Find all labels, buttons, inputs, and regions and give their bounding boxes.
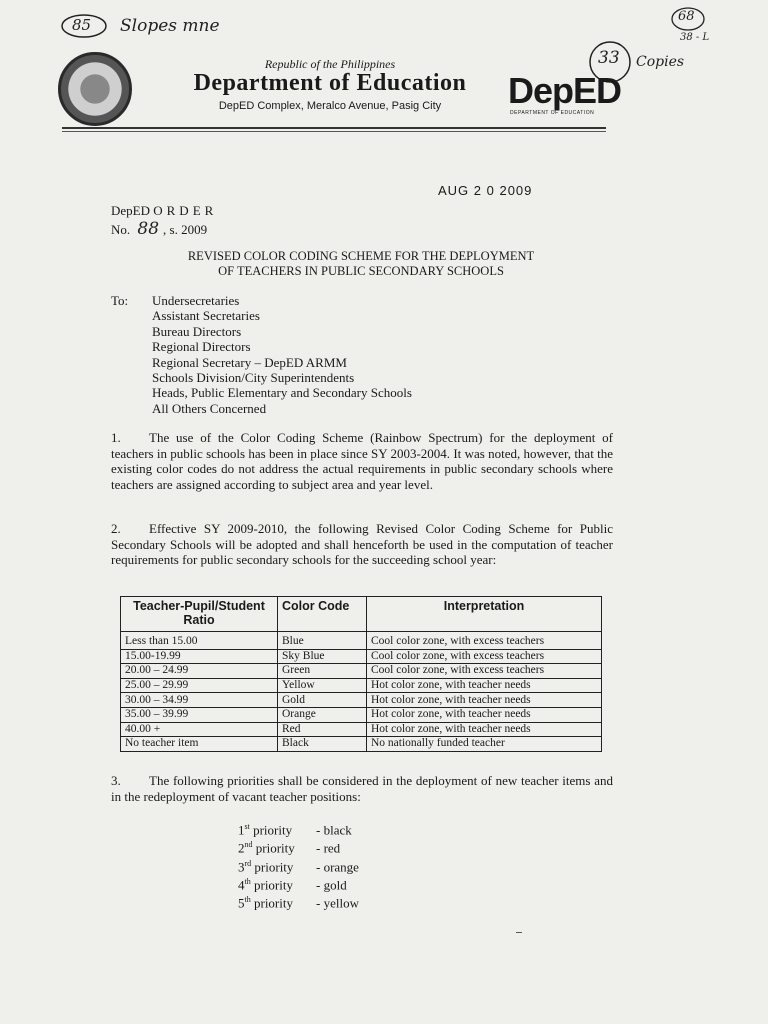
ratio-cell: 20.00 – 24.99 (121, 664, 278, 679)
priority-ordinal-suffix: th (244, 876, 251, 886)
priority-word: priority (255, 840, 295, 856)
interpretation-cell: Cool color zone, with excess teachers (367, 649, 602, 664)
interpretation-cell: Cool color zone, with excess teachers (367, 632, 602, 650)
recipient: Regional Secretary – DepED ARMM (152, 354, 347, 370)
ratio-cell: 25.00 – 29.99 (121, 678, 278, 693)
interpretation-cell: Hot color zone, with teacher needs (367, 722, 602, 737)
priority-ordinal-suffix: nd (244, 840, 253, 850)
color-coding-table (120, 596, 602, 752)
page-mark (516, 932, 522, 933)
paragraph-number: 1. (111, 430, 121, 445)
table-row (121, 632, 602, 650)
recipient: Regional Directors (152, 339, 251, 355)
table-row (121, 737, 602, 752)
order-number-line (111, 219, 207, 239)
ratio-cell: 15.00-19.99 (121, 649, 278, 664)
priority-label (238, 892, 316, 910)
table-row (121, 707, 602, 722)
handwritten-note: Slopes mne (120, 16, 220, 36)
priority-number: 4 (238, 877, 245, 893)
priority-number: 2 (238, 840, 245, 856)
order-word: ORDER (153, 203, 218, 218)
department-address: DepED Complex, Meralco Avenue, Pasig City (218, 100, 442, 112)
handwritten-number: 33 (598, 48, 620, 68)
order-series: , s. 2009 (163, 222, 208, 237)
priority-color: - gold (316, 877, 347, 893)
header-divider (62, 127, 606, 129)
department-heading: Department of Education (193, 70, 467, 96)
paragraph-1 (111, 430, 613, 492)
column-header-color-code: Color Code (278, 597, 367, 632)
deped-logo: DepED (508, 70, 622, 111)
table-row (121, 664, 602, 679)
recipient: Undersecretaries (152, 293, 240, 308)
order-title-line: REVISED COLOR CODING SCHEME FOR THE DEPLOYMENT (187, 249, 535, 263)
handwritten-number: 85 (72, 16, 92, 34)
ratio-cell: 40.00 + (121, 722, 278, 737)
paragraph-text: The use of the Color Coding Scheme (Rainbow Spectrum) for the deployment of teachers in public schools has been in place since SY 2003-2004. It was noted, however, that the existing color codes do not address the actual requirements in public secondary schools where teachers are assigned according to subject area and year level. (111, 430, 613, 492)
header-divider-thin (62, 131, 606, 132)
priority-color: - yellow (316, 895, 359, 911)
priority-word: priority (253, 895, 293, 911)
table-row (121, 649, 602, 664)
interpretation-cell: Hot color zone, with teacher needs (367, 693, 602, 708)
priority-label (238, 819, 316, 837)
color-code-cell: Black (278, 737, 367, 752)
priority-color: - orange (316, 858, 359, 874)
column-header-interpretation: Interpretation (367, 597, 602, 632)
priority-number: 3 (238, 858, 245, 874)
interpretation-cell: Hot color zone, with teacher needs (367, 678, 602, 693)
table-row (121, 693, 602, 708)
handwritten-note: 38 - L (680, 32, 710, 43)
republic-heading: Republic of the Philippines (264, 57, 396, 71)
interpretation-cell: Cool color zone, with excess teachers (367, 664, 602, 679)
priority-ordinal-suffix: rd (244, 858, 252, 868)
priority-number: 1 (238, 822, 245, 838)
priority-color: - black (316, 822, 352, 838)
color-code-cell: Gold (278, 693, 367, 708)
priority-list (238, 819, 359, 911)
table-body (121, 632, 602, 752)
table-row (121, 722, 602, 737)
interpretation-cell: No nationally funded teacher (367, 737, 602, 752)
recipient: Schools Division/City Superintendents (152, 370, 355, 386)
recipient: Bureau Directors (152, 323, 242, 339)
table-row (121, 678, 602, 693)
priority-item (238, 856, 359, 874)
priority-item (238, 819, 359, 837)
ratio-cell: 30.00 – 34.99 (121, 693, 278, 708)
handwritten-number: 68 (678, 9, 695, 24)
order-prefix: DepED (111, 203, 150, 218)
color-code-cell: Orange (278, 707, 367, 722)
table-header-row (121, 597, 602, 632)
paragraph-3 (111, 773, 613, 804)
priority-ordinal-suffix: st (244, 822, 250, 831)
order-title (0, 249, 722, 279)
column-header-ratio: Teacher-Pupil/Student Ratio (121, 597, 278, 632)
order-title-line: OF TEACHERS IN PUBLIC SECONDARY SCHOOLS (218, 264, 504, 278)
recipient: Assistant Secretaries (152, 308, 260, 324)
paragraph-number: 2. (111, 521, 121, 536)
order-no-label: No. (111, 222, 131, 237)
paragraph-text: Effective SY 2009-2010, the following Revised Color Coding Scheme for Public Secondary Schools will be adopted and shall henceforth be used in the computation of teacher requirements for public secondary schools for the succeeding school year: (111, 521, 613, 567)
ratio-cell: No teacher item (121, 737, 278, 752)
handwritten-note: Copies (636, 54, 685, 70)
to-label: To: (111, 293, 129, 308)
priority-label (238, 837, 316, 855)
priority-item (238, 874, 359, 892)
paragraph-number: 3. (111, 773, 121, 788)
deped-logo-subtitle: DEPARTMENT OF EDUCATION (510, 110, 595, 116)
recipient-list (152, 293, 412, 416)
priority-word: priority (253, 822, 293, 838)
color-code-cell: Green (278, 664, 367, 679)
paragraph-2 (111, 521, 613, 568)
ratio-cell: 35.00 – 39.99 (121, 707, 278, 722)
priority-item (238, 892, 359, 910)
color-code-cell: Red (278, 722, 367, 737)
color-code-cell: Sky Blue (278, 649, 367, 664)
priority-label (238, 874, 316, 892)
recipient: All Others Concerned (152, 400, 267, 416)
interpretation-cell: Hot color zone, with teacher needs (367, 707, 602, 722)
order-number: 88 (137, 219, 160, 239)
priority-item (238, 837, 359, 855)
paragraph-text: The following priorities shall be considered in the deployment of new teacher items and in the redeployment of vacant teacher positions: (111, 773, 613, 804)
recipient: Heads, Public Elementary and Secondary Schools (152, 385, 412, 401)
priority-ordinal-suffix: th (244, 895, 251, 905)
order-label (111, 203, 217, 219)
priority-word: priority (254, 858, 294, 874)
date-stamp: AUG 2 0 2009 (438, 183, 533, 198)
color-code-cell: Blue (278, 632, 367, 650)
color-code-cell: Yellow (278, 678, 367, 693)
priority-label (238, 856, 316, 874)
ratio-cell: Less than 15.00 (121, 632, 278, 650)
priority-color: - red (316, 840, 341, 856)
priority-number: 5 (238, 895, 245, 911)
priority-word: priority (253, 877, 293, 893)
